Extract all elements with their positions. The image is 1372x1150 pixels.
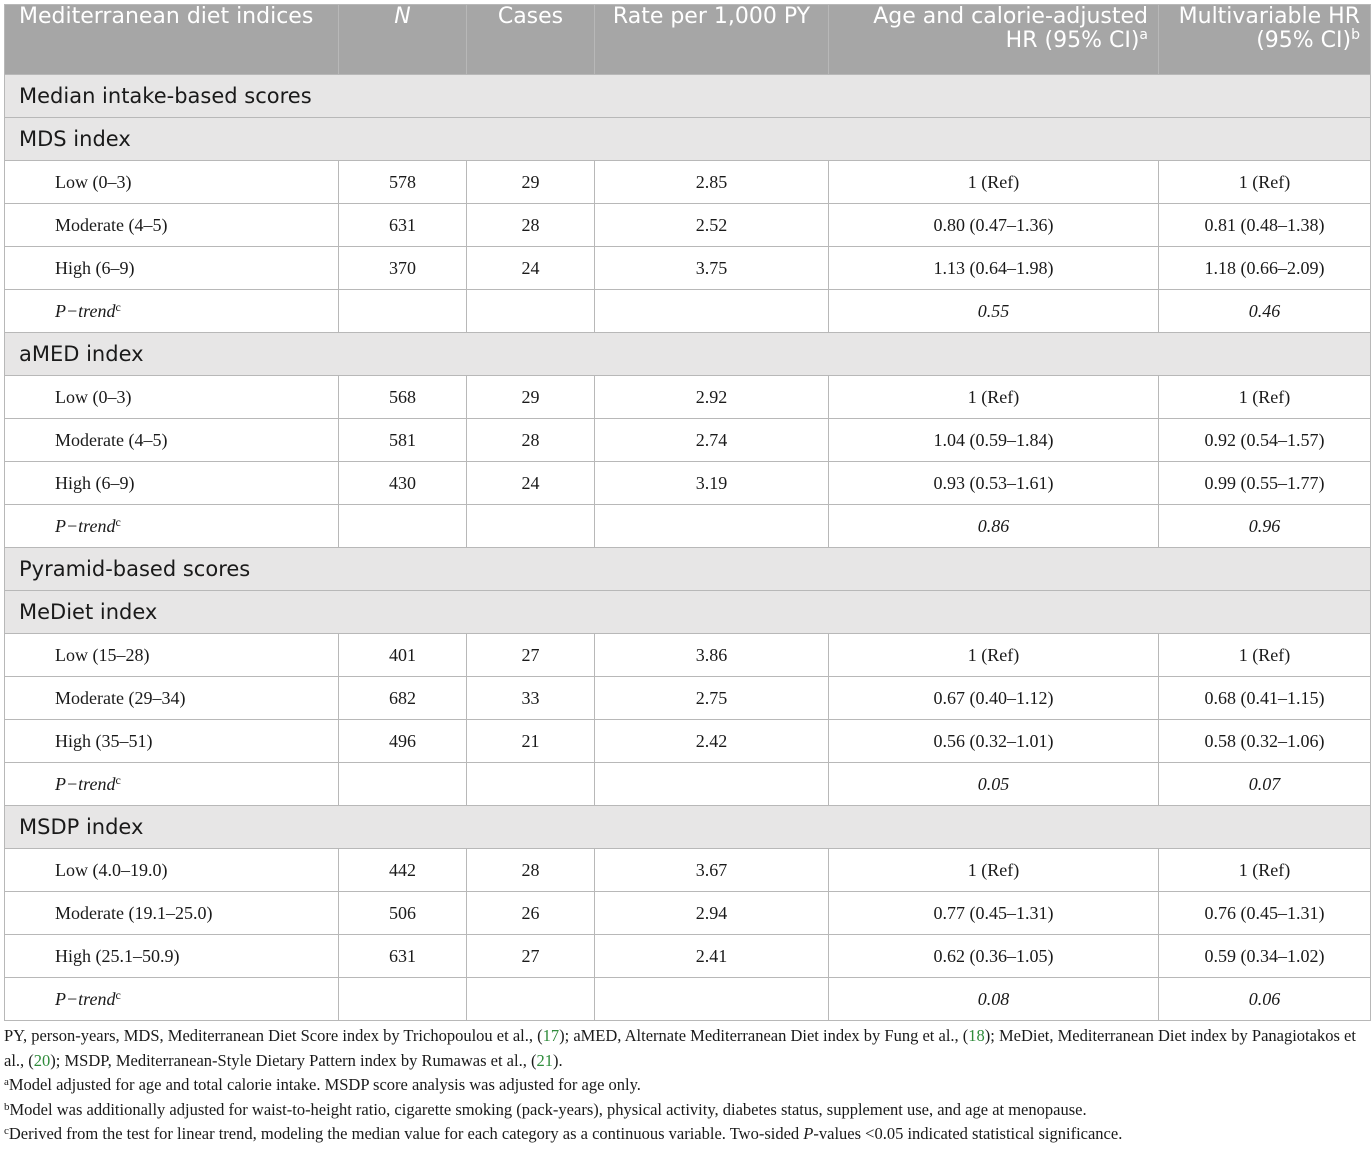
cell-rate: 2.42: [595, 720, 829, 763]
header-n: N: [339, 5, 467, 75]
row-label: Moderate (4–5): [5, 419, 339, 462]
header-multivariable-hr: Multivariable HR (95% CI)$^b$: [1159, 5, 1371, 75]
results-table: [4, 4, 1371, 1021]
cell-n: 430: [339, 462, 467, 505]
cell-hr-multivariable: 0.58 (0.32–1.06): [1159, 720, 1371, 763]
cell-n: 401: [339, 634, 467, 677]
trend-hr-adjusted: 0.08: [829, 978, 1159, 1021]
group-row: [5, 118, 1371, 161]
cell-hr-adjusted: 0.80 (0.47–1.36): [829, 204, 1159, 247]
section-title-median: Median intake-based scores: [5, 75, 1371, 118]
cell-hr-multivariable: 0.59 (0.34–1.02): [1159, 935, 1371, 978]
table-row: [5, 376, 1371, 419]
reference-link[interactable]: 21: [536, 1050, 553, 1070]
cell-cases: 27: [467, 634, 595, 677]
trend-row: [5, 978, 1371, 1021]
trend-hr-multivariable: 0.96: [1159, 505, 1371, 548]
cell-n: 578: [339, 161, 467, 204]
cell-hr-multivariable: 1 (Ref): [1159, 161, 1371, 204]
row-label: High (6–9): [5, 247, 339, 290]
table-row: [5, 462, 1371, 505]
header-indices: Mediterranean diet indices: [5, 5, 339, 75]
trend-hr-multivariable: 0.46: [1159, 290, 1371, 333]
table-row: [5, 634, 1371, 677]
row-label: High (35–51): [5, 720, 339, 763]
cell-hr-multivariable: 0.68 (0.41–1.15): [1159, 677, 1371, 720]
section-row: [5, 75, 1371, 118]
cell-rate: 2.74: [595, 419, 829, 462]
cell-cases: 28: [467, 204, 595, 247]
trend-hr-multivariable: 0.06: [1159, 978, 1371, 1021]
cell-rate: 2.92: [595, 376, 829, 419]
cell-hr-multivariable: 1 (Ref): [1159, 634, 1371, 677]
reference-link[interactable]: 20: [33, 1050, 51, 1070]
table-row: [5, 892, 1371, 935]
footnote-abbreviations: PY, person-years, MDS, Mediterranean Diet Score index by Trichopoulou et al., (17); aMED, Alternate Mediterranean Diet index by Fung et al., (18); MeDiet, Mediterranean Diet index by Panagiotakos et al., (20); MSDP, Mediterranean-Style Dietary Pattern index by Rumawas et al., (21).: [4, 1026, 1356, 1070]
cell-cases: 33: [467, 677, 595, 720]
trend-hr-multivariable: 0.07: [1159, 763, 1371, 806]
cell-rate: 3.75: [595, 247, 829, 290]
reference-link[interactable]: 17: [542, 1026, 560, 1045]
group-title: MeDiet index: [5, 591, 1371, 634]
table-row: [5, 677, 1371, 720]
trend-row: [5, 290, 1371, 333]
trend-label: P−trend$^c$: [5, 505, 339, 548]
footnote-b: $^b$Model was additionally adjusted for waist-to-height ratio, cigarette smoking (pack-years), physical activity, diabetes status, supplement use, and age at menopause.: [4, 1099, 1087, 1119]
cell-cases: 28: [467, 419, 595, 462]
table-row: [5, 204, 1371, 247]
group-title: aMED index: [5, 333, 1371, 376]
cell-rate: 3.19: [595, 462, 829, 505]
cell-hr-multivariable: 0.99 (0.55–1.77): [1159, 462, 1371, 505]
table-row: [5, 935, 1371, 978]
cell-hr-multivariable: 0.76 (0.45–1.31): [1159, 892, 1371, 935]
cell-hr-adjusted: 0.67 (0.40–1.12): [829, 677, 1159, 720]
row-label: High (25.1–50.9): [5, 935, 339, 978]
trend-hr-adjusted: 0.55: [829, 290, 1159, 333]
cell-hr-multivariable: 1 (Ref): [1159, 849, 1371, 892]
trend-hr-adjusted: 0.05: [829, 763, 1159, 806]
section-title-pyramid: Pyramid-based scores: [5, 548, 1371, 591]
table-header-row: [5, 5, 1371, 75]
cell-rate: 2.52: [595, 204, 829, 247]
trend-label: P−trend$^c$: [5, 978, 339, 1021]
cell-rate: 3.67: [595, 849, 829, 892]
cell-n: 506: [339, 892, 467, 935]
row-label: Low (0–3): [5, 161, 339, 204]
header-adjusted-hr: Age and calorie-adjusted HR (95% CI)$^a$: [829, 5, 1159, 75]
trend-row: [5, 505, 1371, 548]
group-row: [5, 333, 1371, 376]
cell-hr-multivariable: 1 (Ref): [1159, 376, 1371, 419]
footnote-c: $^c$Derived from the test for linear trend, modeling the median value for each category as a continuous variable. Two-sided P-values <0.05 indicated statistical significance.: [4, 1124, 1123, 1143]
cell-cases: 29: [467, 376, 595, 419]
section-row: [5, 548, 1371, 591]
cell-n: 496: [339, 720, 467, 763]
row-label: Moderate (29–34): [5, 677, 339, 720]
cell-hr-adjusted: 1 (Ref): [829, 376, 1159, 419]
row-label: Moderate (19.1–25.0): [5, 892, 339, 935]
cell-hr-multivariable: 0.92 (0.54–1.57): [1159, 419, 1371, 462]
cell-n: 631: [339, 935, 467, 978]
cell-n: 370: [339, 247, 467, 290]
cell-hr-adjusted: 1.04 (0.59–1.84): [829, 419, 1159, 462]
cell-rate: 2.41: [595, 935, 829, 978]
cell-hr-adjusted: 0.77 (0.45–1.31): [829, 892, 1159, 935]
row-label: High (6–9): [5, 462, 339, 505]
cell-hr-adjusted: 1 (Ref): [829, 161, 1159, 204]
group-row: [5, 591, 1371, 634]
cell-rate: 2.94: [595, 892, 829, 935]
row-label: Low (4.0–19.0): [5, 849, 339, 892]
cell-n: 581: [339, 419, 467, 462]
cell-rate: 3.86: [595, 634, 829, 677]
cell-cases: 21: [467, 720, 595, 763]
header-cases: Cases: [467, 5, 595, 75]
row-label: Low (15–28): [5, 634, 339, 677]
cell-n: 442: [339, 849, 467, 892]
cell-hr-multivariable: 1.18 (0.66–2.09): [1159, 247, 1371, 290]
cell-cases: 28: [467, 849, 595, 892]
group-title: MSDP index: [5, 806, 1371, 849]
trend-label: P−trend$^c$: [5, 763, 339, 806]
cell-n: 568: [339, 376, 467, 419]
table-row: [5, 419, 1371, 462]
cell-hr-multivariable: 0.81 (0.48–1.38): [1159, 204, 1371, 247]
cell-cases: 27: [467, 935, 595, 978]
cell-hr-adjusted: 0.62 (0.36–1.05): [829, 935, 1159, 978]
table-row: [5, 849, 1371, 892]
trend-row: [5, 763, 1371, 806]
cell-cases: 24: [467, 247, 595, 290]
trend-label: P−trend$^c$: [5, 290, 339, 333]
cell-hr-adjusted: 1 (Ref): [829, 634, 1159, 677]
cell-hr-adjusted: 1 (Ref): [829, 849, 1159, 892]
cell-rate: 2.75: [595, 677, 829, 720]
cell-n: 682: [339, 677, 467, 720]
cell-cases: 26: [467, 892, 595, 935]
cell-cases: 24: [467, 462, 595, 505]
row-label: Low (0–3): [5, 376, 339, 419]
table-footnotes: [4, 1024, 1368, 1147]
table-row: [5, 247, 1371, 290]
cell-hr-adjusted: 0.93 (0.53–1.61): [829, 462, 1159, 505]
reference-link[interactable]: 18: [968, 1026, 985, 1045]
cell-hr-adjusted: 0.56 (0.32–1.01): [829, 720, 1159, 763]
table-row: [5, 720, 1371, 763]
trend-hr-adjusted: 0.86: [829, 505, 1159, 548]
row-label: Moderate (4–5): [5, 204, 339, 247]
group-row: [5, 806, 1371, 849]
cell-rate: 2.85: [595, 161, 829, 204]
cell-cases: 29: [467, 161, 595, 204]
header-rate: Rate per 1,000 PY: [595, 5, 829, 75]
cell-n: 631: [339, 204, 467, 247]
footnote-a: $^a$Model adjusted for age and total calorie intake. MSDP score analysis was adjusted for age only.: [4, 1075, 641, 1094]
cell-hr-adjusted: 1.13 (0.64–1.98): [829, 247, 1159, 290]
group-title: MDS index: [5, 118, 1371, 161]
table-row: [5, 161, 1371, 204]
